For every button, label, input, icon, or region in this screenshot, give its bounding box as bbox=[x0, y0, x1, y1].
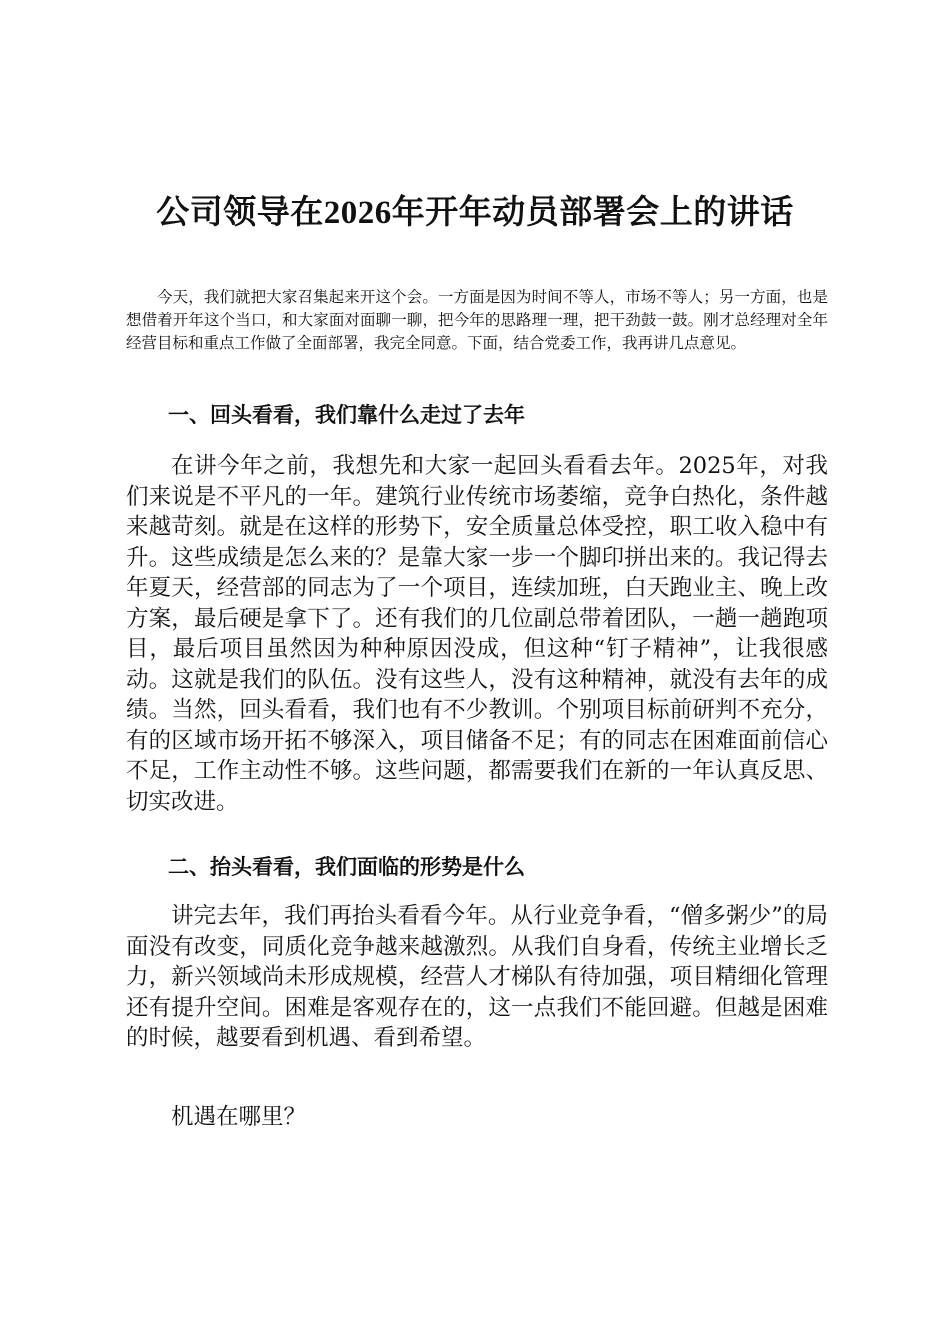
title-suffix: 年开年动员部署会上的讲话 bbox=[391, 192, 794, 232]
section-2-heading: 二、抬头看看，我们面临的形势是什么 bbox=[168, 854, 525, 879]
section-1-heading: 一、回头看看，我们靠什么走过了去年 bbox=[168, 402, 525, 427]
title-prefix: 公司领导在 bbox=[156, 192, 324, 232]
document-title bbox=[100, 190, 850, 235]
intro-paragraph: 今天，我们就把大家召集起来开这个会。一方面是因为时间不等人，市场不等人；另一方面，也是想借着开年这个当口，和大家面对面聊一聊，把今年的思路理一理，把干劲鼓一鼓。刚才总经理对全年经营目标和重点工作做了全面部署，我完全同意。下面，结合党委工作，我再讲几点意见。 bbox=[126, 288, 828, 352]
title-year: 2026 bbox=[323, 195, 392, 232]
closing-line: 机遇在哪里？ bbox=[171, 1104, 307, 1130]
section-1-body: 在讲今年之前，我想先和大家一起回头看看去年。2025年，对我们来说是不平凡的一年。建筑行业传统市场萎缩，竞争白热化，条件越来越苛刻。就是在这样的形势下，安全质量总体受控，职工收入稳中有升。这些成绩是怎么来的？是靠大家一步一个脚印拼出来的。我记得去年夏天，经营部的同志为了一个项目，连续加班，白天跑业主、晚上改方案，最后硬是拿下了。还有我们的几位副总带着团队，一趟一趟跑项目，最后项目虽然因为种种原因没成，但这种“钉子精神”，让我很感动。这就是我们的队伍。没有这些人，没有这种精神，就没有去年的成绩。当然，回头看看，我们也有不少教训。个别项目标前研判不充分，有的区域市场开拓不够深入，项目储备不足；有的同志在困难面前信心不足，工作主动性不够。这些问题，都需要我们在新的一年认真反思、切实改进。 bbox=[126, 453, 828, 815]
section-2-body: 讲完去年，我们再抬头看看今年。从行业竞争看，“僧多粥少”的局面没有改变，同质化竞争越来越激烈。从我们自身看，传统主业增长乏力，新兴领域尚未形成规模，经营人才梯队有待加强，项目精细化管理还有提升空间。困难是客观存在的，这一点我们不能回避。但越是困难的时候，越要看到机遇、看到希望。 bbox=[126, 903, 828, 1051]
